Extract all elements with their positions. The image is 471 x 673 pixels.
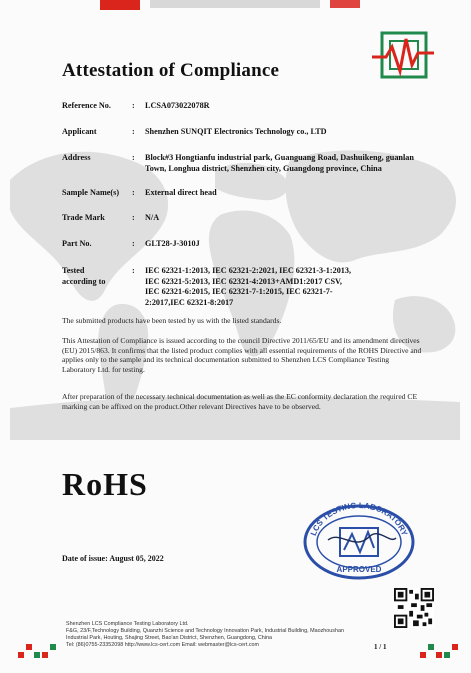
field-colon: : (132, 188, 135, 197)
field-value: GLT28-J-3010J (145, 239, 200, 248)
page-number: 1 / 1 (374, 643, 387, 651)
footer-address (66, 621, 366, 649)
field-colon: : (132, 153, 135, 162)
top-red-bar (100, 0, 140, 10)
field-label: Applicant (62, 127, 97, 136)
field-value: External direct head (145, 188, 217, 197)
footer-line: Tel: (86)0755-23352098 http://www.lcs-cert.com Email: webmaster@lcs-cert.com (66, 642, 260, 648)
field-value: IEC 62321-1:2013, IEC 62321-2:2021, IEC 62321-3-1:2013, IEC 62321-5:2013, IEC 62321-4:2013+AMD1:2017 CSV, IEC 62321-6:2015, IEC 62321-7-1:2015, IEC 62321-7-2:2017,IEC 62321-8:2017 (145, 266, 352, 307)
field-colon: : (132, 127, 135, 136)
qr-code-icon (394, 588, 434, 628)
field-label: Tested according to (62, 266, 106, 286)
lcs-logo-icon (372, 27, 434, 83)
top-red-bar-right (330, 0, 360, 8)
date-of-issue: Date of issue: August 05, 2022 (62, 554, 164, 563)
document-title: Attestation of Compliance (62, 60, 280, 81)
field-label: Part No. (62, 239, 92, 248)
stamp-ring-text (309, 501, 409, 538)
field-colon: : (132, 213, 135, 222)
field-label: Sample Name(s) (62, 188, 120, 197)
field-label: Address (62, 153, 91, 162)
field-value: Shenzhen SUNQIT Electronics Technology co., LTD (145, 127, 327, 136)
field-value: N/A (145, 213, 160, 222)
field-value: LCSA073022078R (145, 101, 210, 110)
statement-tested: The submitted products have been tested by us with the listed standards. (62, 316, 282, 325)
approval-stamp-icon (300, 500, 418, 580)
field-colon: : (132, 266, 135, 275)
field-label: Trade Mark (62, 213, 105, 222)
field-label: Reference No. (62, 101, 111, 110)
rohs-mark: RoHS (62, 466, 148, 502)
statement-after: After preparation of the necessary technical documentation as well as the EC conformity declaration the required CE marking can be affixed on the product.Other relevant Directives have to be observed. (62, 392, 418, 411)
statement-issued: This Attestation of Compliance is issued according to the council Directive 2011/65/EU and its amendment directives (EU) 2015/863. It confirms that the listed product complies with all essential requirements of the ROHS Directive and applies only to the sample and its technical documentation submitted to Shenzhen LCS Compliance Testing Laboratory Ltd. for testing. (62, 336, 422, 374)
footer-line: F&G, 23/F,Technology Building, Quanzhi Science and Technology Innovation Park, Industrial Building, Maozhoushan (66, 628, 344, 634)
footer-line: Industrial Park, Houting, Shajing Street, Bao'an District, Shenzhen, Guangdong, China (66, 635, 272, 641)
field-value: Block#3 Hongtianfu industrial park, Guanguang Road, Dashuikeng, guanlan Town, Longhua district, Shenzhen city, Guangdong province, China (145, 153, 414, 173)
stamp-ring-path: LCS TESTING LABORATORY (308, 500, 410, 538)
field-colon: : (132, 101, 135, 110)
stamp-bottom-text: APPROVED (336, 565, 382, 574)
footer-line: Shenzhen LCS Compliance Testing Laboratory Ltd. (66, 621, 189, 627)
field-colon: : (132, 239, 135, 248)
top-grey-bar (150, 0, 320, 8)
